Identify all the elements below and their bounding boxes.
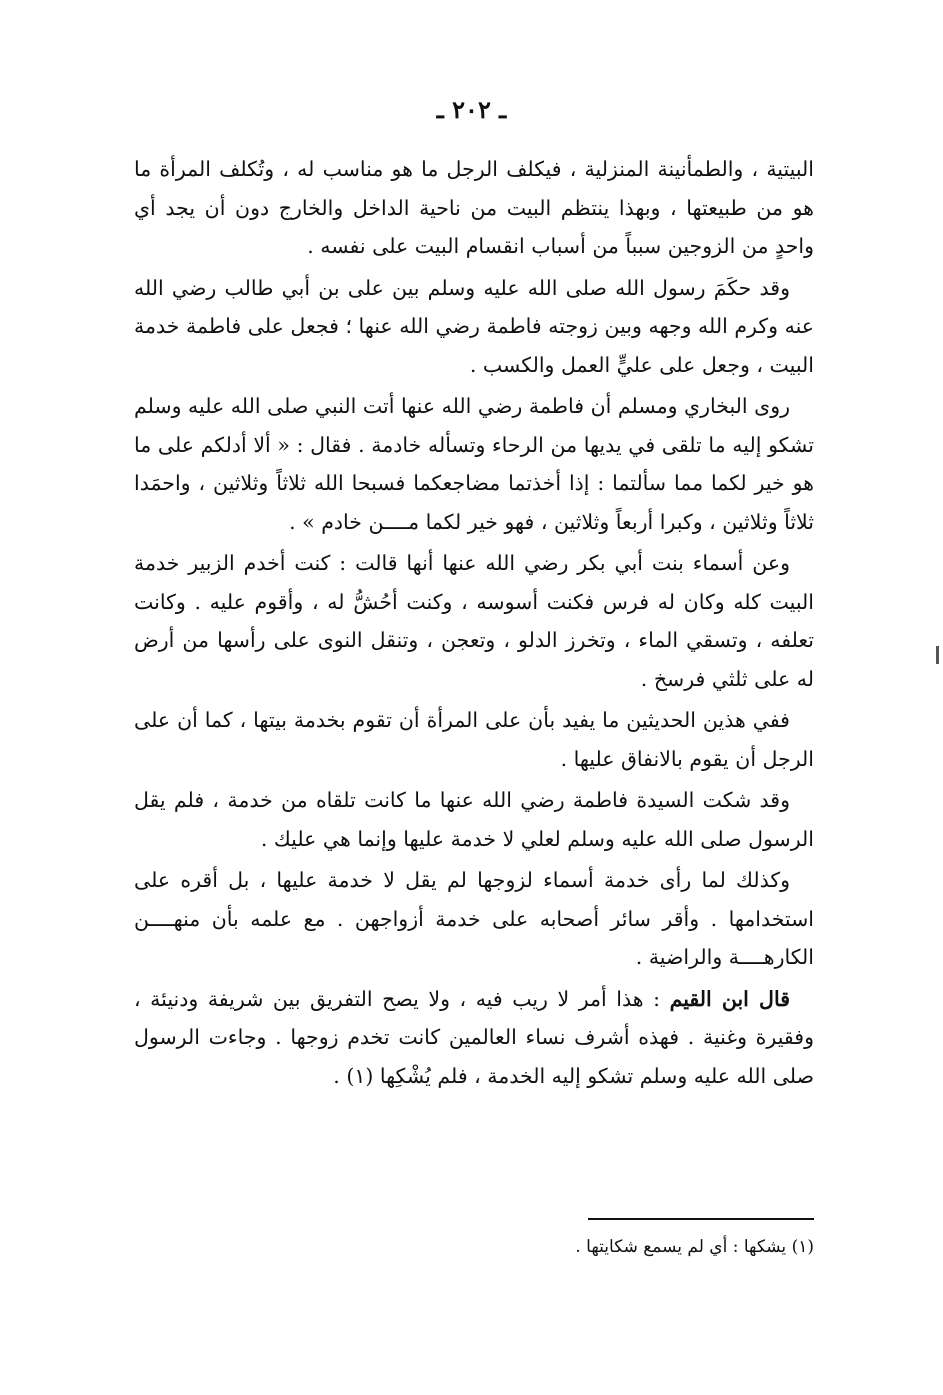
paragraph-6: وقد شكت السيدة فاطمة رضي الله عنها ما كانت تلقاه من خدمة ، فلم يقل الرسول صلى الله عليه وسلم لعلي لا خدمة عليها وإنما هي عليك .: [134, 788, 814, 851]
paragraph-1: البيتية ، والطمأنينة المنزلية ، فيكلف الرجل ما هو مناسب له ، وتُكلف المرأة ما هو من طبيعتها ، وبهذا ينتظم البيت من ناحية الداخل والخارج دون أن يجد أي واحدٍ من الزوجين سبباً من أسباب انقسام البيت على نفسه .: [134, 157, 814, 258]
footnote: (١) يشكها : أي لم يسمع شكايتها .: [575, 1237, 814, 1257]
quote-speaker: قال ابن القيم: [669, 986, 790, 1011]
paragraph-8: [134, 980, 814, 1096]
paragraph-7: وكذلك لما رأى خدمة أسماء لزوجها لم يقل لا خدمة عليها ، بل أقره على استخدامها . وأقر سائر أصحابه على خدمة أزواجهن . مع علمه بأن منهــــن الكارهــــة والراضية .: [134, 868, 814, 969]
quote-text: : هذا أمر لا ريب فيه ، ولا يصح التفريق بين شريفة ودنيئة ، وفقيرة وغنية . فهذه أشرف نساء العالمين كانت تخدم زوجها . وجاءت الرسول صلى الله عليه وسلم تشكو إليه الخدمة ، فلم يُشْكِها (١) .: [134, 986, 814, 1088]
paragraph-4: وعن أسماء بنت أبي بكر رضي الله عنها أنها قالت : كنت أخدم الزبير خدمة البيت كله وكان له فرس فكنت أسوسه ، وكنت أحُشُّ له ، وأقوم عليه . وكانت تعلفه ، وتسقي الماء ، وتخرز الدلو ، وتعجن ، وتنقل النوى على رأسها من أرض له على ثلثي فرسخ .: [134, 551, 814, 691]
page-number: ـ ٢٠٢ ـ: [436, 95, 507, 124]
paragraph-5: ففي هذين الحديثين ما يفيد بأن على المرأة أن تقوم بخدمة بيتها ، كما أن على الرجل أن يقوم بالانفاق عليها .: [134, 708, 814, 771]
footnote-divider: [588, 1218, 814, 1220]
paragraph-3: روى البخاري ومسلم أن فاطمة رضي الله عنها أتت النبي صلى الله عليه وسلم تشكو إليه ما تلقى في يديها من الرحاء وتسأله خادمة . فقال : « ألا أدلكم على ما هو خير لكما مما سألتما : إذا أخذتما مضاجعكما فسبحا الله ثلاثاً وثلاثين ، واحمَدا ثلاثاً وثلاثين ، وكبرا أربعاً وثلاثين ، فهو خير لكما مــــن خادم » .: [134, 394, 814, 534]
edge-mark: [936, 646, 939, 664]
main-text: [134, 150, 814, 1095]
paragraph-2: وقد حكَمَ رسول الله صلى الله عليه وسلم بين على بن أبي طالب رضي الله عنه وكرم الله وجهه وبين زوجته فاطمة رضي الله عنها ؛ فجعل على فاطمة خدمة البيت ، وجعل على عليٍّ العمل والكسب .: [134, 275, 814, 377]
